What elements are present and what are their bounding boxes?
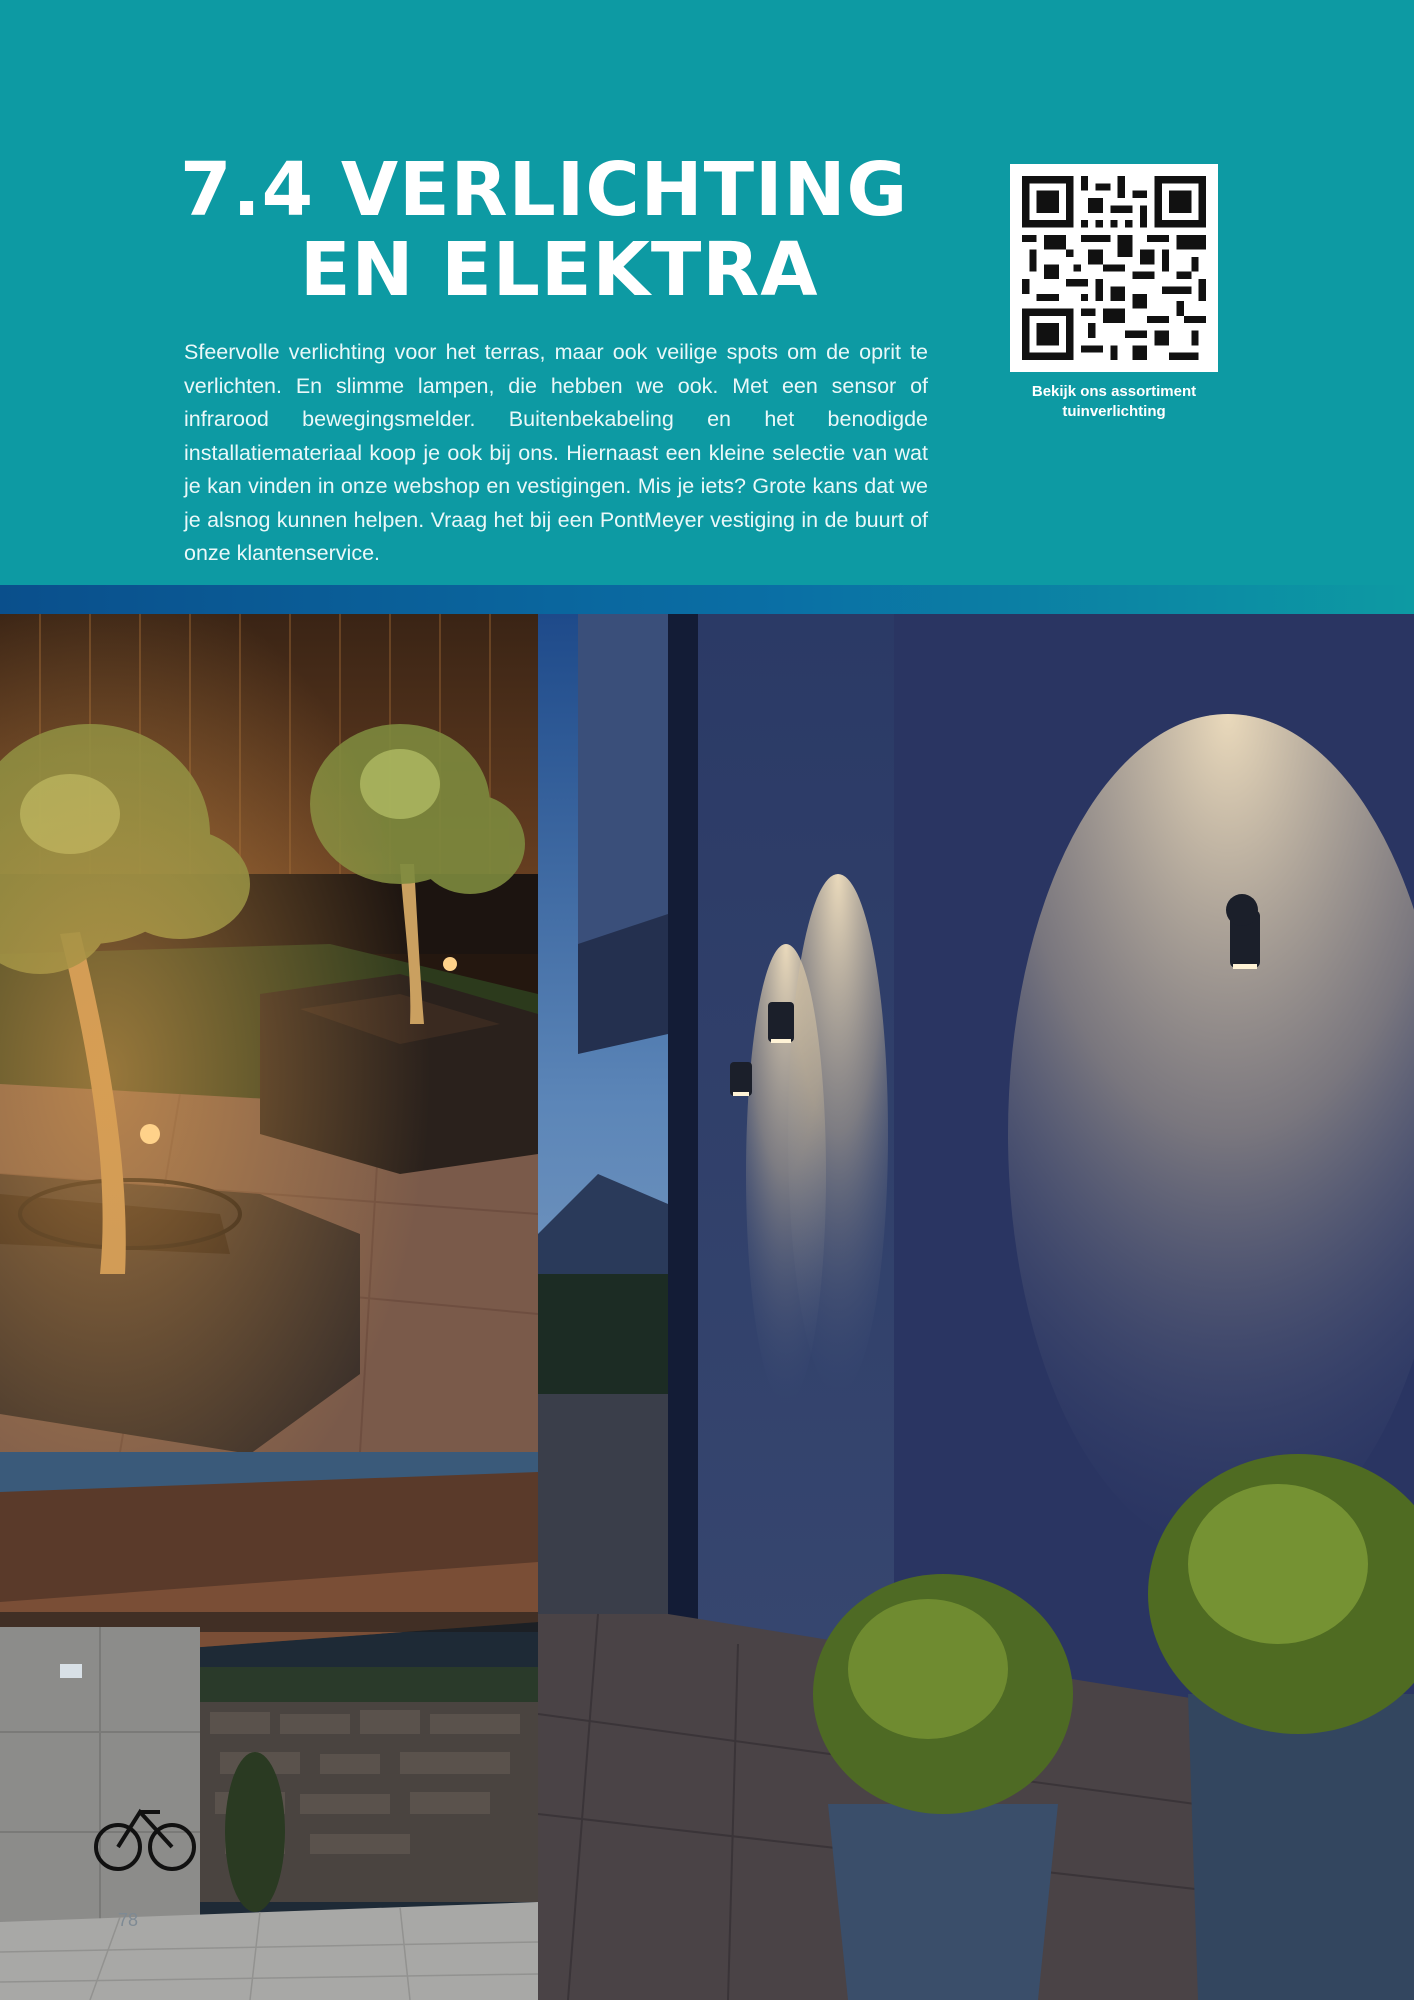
- qr-code[interactable]: [1010, 164, 1218, 372]
- photo-covered-patio: [0, 1452, 538, 2000]
- photo-garden-trees: [0, 614, 538, 1452]
- qr-caption-line-1: Bekijk ons assortiment: [1031, 383, 1197, 400]
- title-line-1: 7.4 VERLICHTING: [180, 147, 909, 233]
- title-line-2: EN ELEKTRA: [300, 227, 819, 313]
- qr-caption: [990, 382, 1238, 422]
- page-title: [180, 147, 909, 313]
- header-blue-band: [0, 585, 1414, 615]
- qr-caption-line-2: tuinverlichting: [1062, 403, 1166, 420]
- intro-paragraph: Sfeervolle verlichting voor het terras, maar ook veilige spots om de oprit te verlichten. En slimme lampen, die hebben we ook. Met een sensor of infrarood bewegingsmelder. Buitenbekabeling en het benodigde installatiemateriaal koop je ook bij ons. Hiernaast een kleine selectie van wat je kan vinden in onze webshop en vestigingen. Mis je iets? Grote kans dat we je alsnog kunnen helpen. Vraag het bij een PontMeyer vestiging in de buurt of onze klantenservice.: [184, 340, 928, 565]
- photo-wall-spotlights: [538, 614, 1414, 2000]
- qr-code-icon: [1022, 176, 1206, 360]
- page-number: 78: [118, 1910, 139, 1930]
